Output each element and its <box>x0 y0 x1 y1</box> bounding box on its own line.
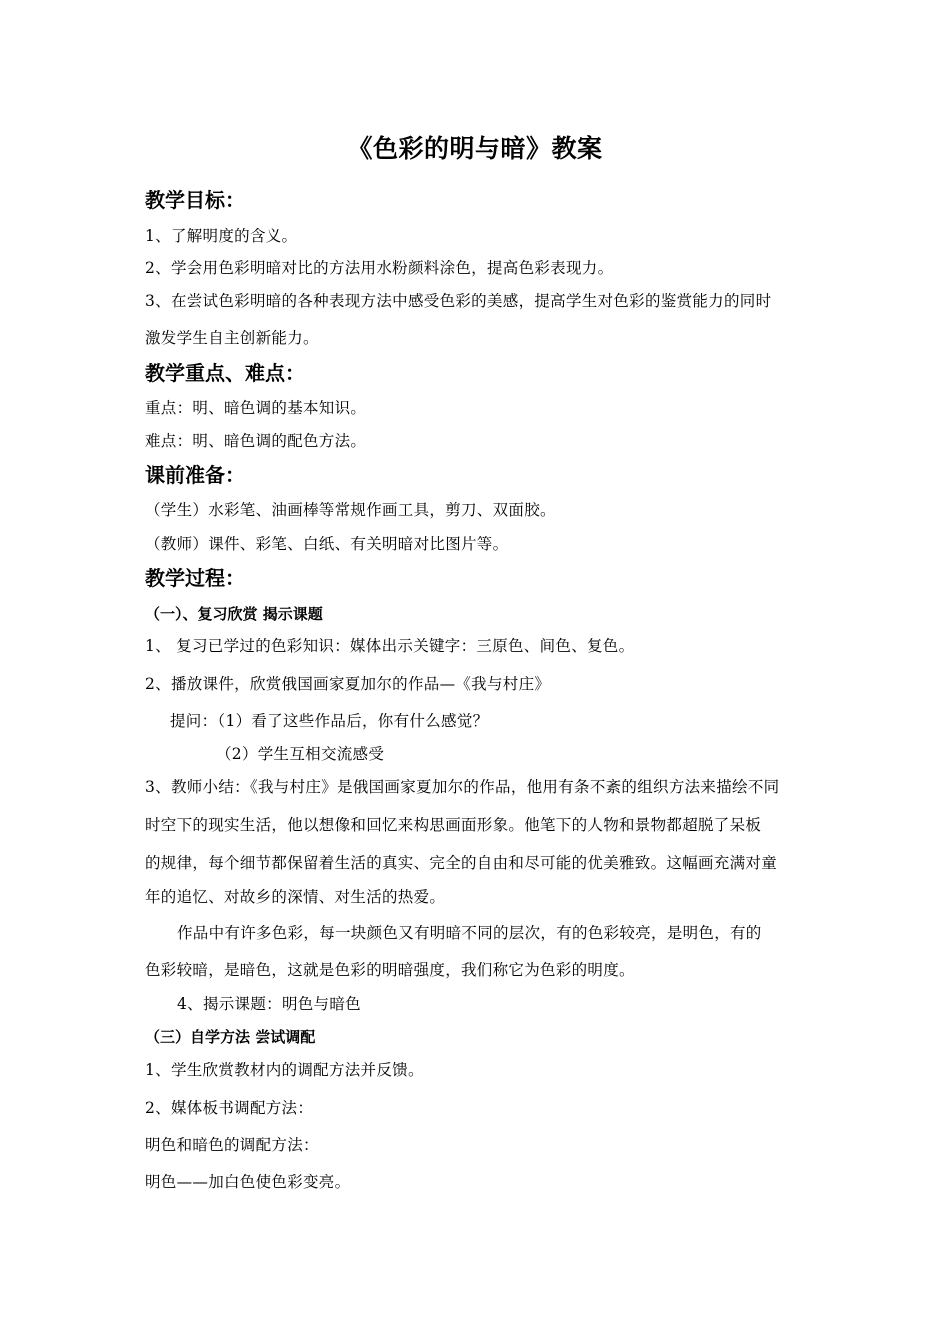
section-3-title: （三）自学方法 尝试调配 <box>145 1028 316 1046</box>
objective-item-2: 2、学会用色彩明暗对比的方法用水粉颜料涂色，提高色彩表现力。 <box>145 259 614 277</box>
section-1-summary-3: 的规律，每个细节都保留着生活的真实、完全的自由和尽可能的优美雅致。这幅画充满对童 <box>145 854 778 872</box>
objective-item-3-cont: 激发学生自主创新能力。 <box>145 329 319 347</box>
section-3-line-2: 2、媒体板书调配方法： <box>145 1099 314 1117</box>
section-3-line-3: 明色和暗色的调配方法： <box>145 1136 319 1154</box>
objective-item-1: 1、了解明度的含义。 <box>145 227 298 245</box>
section-1-question-1: 提问：（1）看了这些作品后，你有什么感觉？ <box>170 712 489 730</box>
page-title: 《色彩的明与暗》教案 <box>347 134 603 163</box>
section-1-question-2: （2）学生互相交流感受 <box>216 745 385 763</box>
objective-item-3: 3、在尝试色彩明暗的各种表现方法中感受色彩的美感，提高学生对色彩的鉴赏能力的同时 <box>145 292 772 310</box>
section-3-line-4: 明色——加白色使色彩变亮。 <box>145 1173 351 1191</box>
section-1-line-1: 1、 复习已学过的色彩知识：媒体出示关键字：三原色、间色、复色。 <box>145 637 635 655</box>
section-1-reveal-topic: 4、揭示课题：明色与暗色 <box>177 995 361 1013</box>
section-1-line-2: 2、播放课件，欣赏俄国画家夏加尔的作品—《我与村庄》 <box>145 675 551 693</box>
section-1-paragraph-2: 色彩较暗，是暗色，这就是色彩的明暗强度，我们称它为色彩的明度。 <box>145 961 635 979</box>
section-1-title: （一）、复习欣赏 揭示课题 <box>145 605 323 623</box>
process-heading: 教学过程： <box>145 566 245 590</box>
keypoint-item-2: 难点：明、暗色调的配色方法。 <box>145 432 367 450</box>
section-1-summary-1: 3、教师小结：《我与村庄》是俄国画家夏加尔的作品，他用有条不紊的组织方法来描绘不同 <box>145 778 780 796</box>
section-1-summary-4: 年的追忆、对故乡的深情、对生活的热爱。 <box>145 888 446 906</box>
section-3-line-1: 1、学生欣赏教材内的调配方法并反馈。 <box>145 1061 424 1079</box>
keypoints-heading: 教学重点、难点： <box>145 361 305 385</box>
objectives-heading: 教学目标： <box>145 188 245 212</box>
preparation-item-2: （教师）课件、彩笔、白纸、有关明暗对比图片等。 <box>145 535 509 553</box>
preparation-item-1: （学生）水彩笔、油画棒等常规作画工具，剪刀、双面胶。 <box>145 501 556 519</box>
keypoint-item-1: 重点：明、暗色调的基本知识。 <box>145 399 367 417</box>
preparation-heading: 课前准备： <box>145 463 245 487</box>
section-1-summary-2: 时空下的现实生活，他以想像和回忆来构思画面形象。他笔下的人物和景物都超脱了呆板 <box>145 816 762 834</box>
section-1-paragraph-1: 作品中有许多色彩，每一块颜色又有明暗不同的层次，有的色彩较亮，是明色，有的 <box>177 924 762 942</box>
